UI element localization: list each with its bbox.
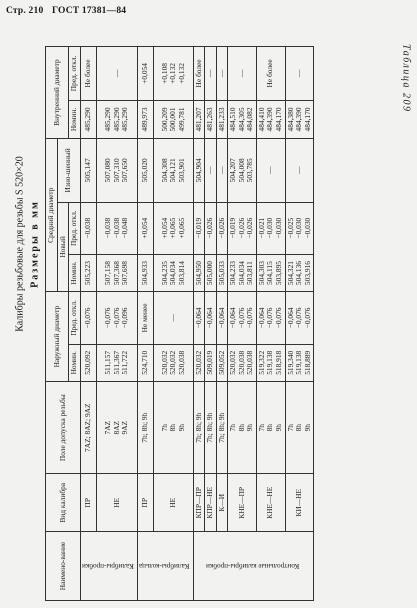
table-cell: 7AZ; 8AZ; 9AZ (80, 381, 97, 474)
table-cell: 484,410 484,390 484,170 (256, 100, 285, 138)
table-cell: −0,076 (80, 292, 97, 344)
table-cell: +0,054 (137, 202, 153, 254)
standard-id: ГОСТ 17381—84 (51, 6, 127, 16)
table-cell: — (205, 47, 217, 101)
table-cell: — (154, 292, 194, 344)
table-cell: −0,076 −0,076 −0,096 (97, 292, 138, 344)
table-cell: КПР—НЕ (205, 474, 217, 532)
table-cell: 7h; 8h; 9h (193, 381, 205, 474)
table-cell: 504,233 504,034 503,811 (228, 254, 257, 291)
table-cell: 481,207 (193, 100, 205, 138)
col-inner-nom: Номин. (69, 100, 81, 138)
table-cell: — (97, 47, 138, 101)
table-cell: Не менее (137, 292, 153, 344)
col-middle-nom: Номин. (69, 254, 81, 291)
table-cell: 484,380 484,390 484,170 (285, 100, 314, 138)
col-middle-dev: Пред. откл. (69, 202, 81, 254)
table-body (80, 47, 314, 601)
group-label: Калибры-пробки (80, 532, 137, 601)
table-cell: −0,064 (193, 292, 205, 344)
table-cell: +0,054 +0,065 +0,065 (154, 202, 194, 254)
table-row (137, 47, 153, 601)
table-cell: 489,973 (137, 100, 153, 138)
table-cell: КНЕ—НЕ (256, 474, 285, 532)
table-cell: — (285, 139, 314, 202)
table-cell: 509,019 (205, 344, 217, 381)
table-cell: 505,020 (137, 139, 153, 202)
col-name: Наимено-вание (46, 532, 81, 601)
table-cell: 7h 8h 9h (256, 381, 285, 474)
table-cell: — (216, 47, 228, 101)
table-cell: 7AZ 8AZ 9AZ (97, 381, 138, 474)
group-label: Калибры-кольца (137, 532, 193, 601)
table-row (228, 47, 257, 601)
table-cell: — (285, 47, 314, 101)
table-cell: 519,322 519,138 518,918 (256, 344, 285, 381)
table-cell: 7h 8h 9h (154, 381, 194, 474)
col-kind: Вид калибра (46, 474, 81, 532)
table-cell: 505,223 (80, 254, 97, 291)
table-cell: 520,032 520,038 520,038 (228, 344, 257, 381)
col-new: Новый (57, 202, 69, 292)
col-middle: Средний диаметр (46, 139, 58, 292)
table-cell: 7h 8h 9h (285, 381, 314, 474)
table-cell: −0,026 (205, 202, 217, 254)
table-row (193, 47, 205, 601)
table-cell: КНЕ—ПР (228, 474, 257, 532)
table-cell: 500,209 500,001 499,781 (154, 100, 194, 138)
table-cell: Не более (193, 47, 205, 101)
table-row (97, 47, 138, 601)
col-inner: Внутренний диаметр (46, 47, 69, 139)
table-cell: 504,904 (193, 139, 205, 202)
table-row (80, 47, 97, 601)
table-cell: Не более (80, 47, 97, 101)
rotated-table (45, 46, 385, 601)
table-cell: −0,064 (216, 292, 228, 344)
table-cell: ПР (80, 474, 97, 532)
table-cell: 504,321 504,136 503,916 (285, 254, 314, 291)
table-cell: 7h; 8h; 9h (205, 381, 217, 474)
table-cell: НЕ (97, 474, 138, 532)
table-cell: — (205, 139, 217, 202)
table-cell: 520,092 (80, 344, 97, 381)
table-cell: 504,235 504,034 503,814 (154, 254, 194, 291)
page-number: Стр. 210 (6, 6, 44, 16)
col-inner-dev: Пред. откл. (69, 47, 81, 101)
table-cell: — (256, 139, 285, 202)
table-cell: −0,025 −0,030 −0,030 (285, 202, 314, 254)
table-cell: 520,032 (193, 344, 205, 381)
table-row (216, 47, 228, 601)
table-cell: +0,054 (137, 47, 153, 101)
table-title: Калибры резьбовые для резьбы S 520×20 (14, 156, 26, 332)
table-cell: −0,021 −0,030 −0,030 (256, 202, 285, 254)
table-cell: 505,033 (216, 254, 228, 291)
table-cell: 485,290 (80, 100, 97, 138)
units-caption: Размеры в мм (29, 200, 41, 288)
table-cell: −0,038 −0,038 −0,048 (97, 202, 138, 254)
table-cell: 7h 8h 9h (228, 381, 257, 474)
table-cell: 507,080 507,310 507,650 (97, 139, 138, 202)
table-cell: 507,158 507,368 507,698 (97, 254, 138, 291)
table-row (285, 47, 314, 601)
table-cell: 509,052 (216, 344, 228, 381)
table-cell: −0,064 (205, 292, 217, 344)
table-cell: −0,019 (193, 202, 205, 254)
table-cell: 524,710 (137, 344, 153, 381)
col-tol-field: Поле допуска резьбы (46, 381, 81, 474)
table-cell: −0,064 −0,076 −0,076 (228, 292, 257, 344)
group-label: Контрольные калибры-пробки (193, 532, 313, 601)
table-cell: ПР (137, 474, 153, 532)
table-cell: 7h; 8h; 9h (137, 381, 153, 474)
table-cell: −0,064 −0,076 −0,076 (285, 292, 314, 344)
table-cell: 505,147 (80, 139, 97, 202)
table-cell: 481,263 (205, 100, 217, 138)
table-cell: 520,032 520,032 520,038 (154, 344, 194, 381)
table-number: Таблица 209 (400, 44, 411, 113)
gauge-table (45, 46, 314, 601)
table-cell: 504,308 504,121 503,901 (154, 139, 194, 202)
table-cell: НЕ (154, 474, 194, 532)
table-cell: КИ—НЕ (285, 474, 314, 532)
table-cell: 504,303 504,115 503,895 (256, 254, 285, 291)
table-cell: +0,108 +0,132 +0,132 (154, 47, 194, 101)
col-outer-nom: Номин. (69, 344, 81, 381)
table-cell: — (228, 47, 257, 101)
table-cell: 504,207 504,008 503,785 (228, 139, 257, 202)
table-cell: −0,064 −0,076 −0,076 (256, 292, 285, 344)
table-row (256, 47, 285, 601)
table-cell: −0,026 (216, 202, 228, 254)
table-cell: −0,038 (80, 202, 97, 254)
table-cell: КПР—ПР (193, 474, 205, 532)
table-cell: 485,290 485,290 485,290 (97, 100, 138, 138)
col-outer-dev: Пред. откл. (69, 292, 81, 344)
table-cell: 481,233 (216, 100, 228, 138)
table-cell: Не более (256, 47, 285, 101)
table-cell: 484,510 484,305 484,082 (228, 100, 257, 138)
table-cell: 504,950 (193, 254, 205, 291)
col-worn: Изно-шенный (57, 139, 80, 202)
table-cell: — (216, 139, 228, 202)
table-row (205, 47, 217, 601)
col-outer: Наружный диаметр (46, 292, 69, 382)
table-cell: 511,157 511,367 511,722 (97, 344, 138, 381)
table-cell: 505,000 (205, 254, 217, 291)
table-row (154, 47, 194, 601)
table-cell: 504,933 (137, 254, 153, 291)
table-cell: −0,019 −0,026 −0,026 (228, 202, 257, 254)
table-cell: 7h; 8h; 9h (216, 381, 228, 474)
page-header (6, 6, 132, 16)
table-cell: К—И (216, 474, 228, 532)
table-cell: 519,340 519,138 518,889 (285, 344, 314, 381)
